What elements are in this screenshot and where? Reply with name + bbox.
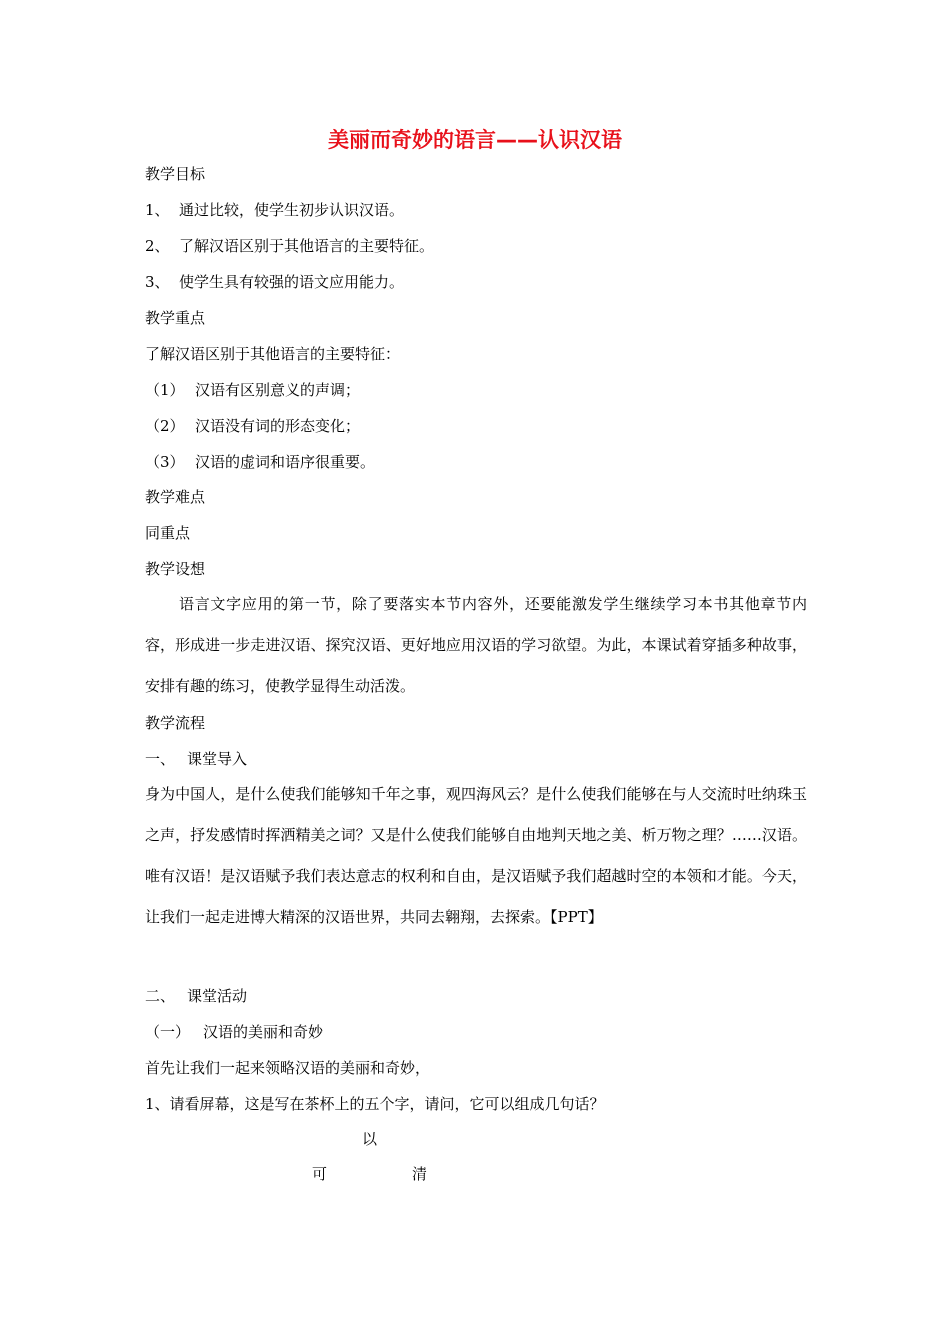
process-heading: 教学流程 (145, 714, 206, 732)
section-heading (145, 986, 247, 1006)
objective-number: 1、 (145, 201, 170, 219)
objective-item (145, 272, 404, 292)
design-heading: 教学设想 (145, 560, 206, 578)
key-point-text: 汉语有区别意义的声调； (195, 381, 361, 399)
section-number: 二、 (145, 987, 176, 1005)
design-paragraph: 语言文字应用的第一节，除了要落实本节内容外，还要能激发学生继续学习本书其他章节内容，形成进一步走进汉语、探究汉语、更好地应用汉语的学习欲望。为此，本课试着穿插多种故事，安排有趣的练习，使教学显得生动活泼。 (145, 595, 807, 695)
key-point-text: 汉语的虚词和语序很重要。 (195, 453, 376, 471)
objective-item (145, 200, 404, 220)
key-point-text: 汉语没有词的形态变化； (195, 417, 361, 435)
subsection-heading (145, 1022, 323, 1042)
objective-text: 通过比较，使学生初步认识汉语。 (179, 201, 405, 219)
key-point-item (145, 416, 360, 436)
key-point-number: （1） (145, 381, 185, 399)
section-title: 课堂活动 (187, 987, 248, 1005)
cup-character: 可 (312, 1165, 328, 1183)
question-text: 1、请看屏幕，这是写在茶杯上的五个字，请问，它可以组成几句话？ (145, 1095, 605, 1113)
difficulties-heading: 教学难点 (145, 488, 206, 506)
key-points-heading: 教学重点 (145, 309, 206, 327)
objective-text: 使学生具有较强的语文应用能力。 (179, 273, 405, 291)
section-title: 课堂导入 (187, 750, 248, 768)
key-point-number: （3） (145, 453, 185, 471)
objective-item (145, 236, 434, 256)
subsection-number: （一） (145, 1023, 191, 1041)
key-points-intro: 了解汉语区别于其他语言的主要特征： (145, 345, 401, 363)
key-point-item (145, 452, 375, 472)
section-heading (145, 749, 247, 769)
difficulties-text: 同重点 (145, 524, 191, 542)
section-number: 一、 (145, 750, 176, 768)
objectives-heading: 教学目标 (145, 165, 206, 183)
key-point-number: （2） (145, 417, 185, 435)
subsection-intro: 首先让我们一起来领略汉语的美丽和奇妙， (145, 1059, 431, 1077)
objective-number: 2、 (145, 237, 170, 255)
cup-character: 清 (412, 1165, 428, 1183)
intro-paragraph: 身为中国人，是什么使我们能够知千年之事，观四海风云？是什么使我们能够在与人交流时吐纳珠玉之声，抒发感情时挥洒精美之词？又是什么使我们能够自由地判天地之美、析万物之理？……汉语。唯有汉语！是汉语赋予我们表达意志的权利和自由，是汉语赋予我们超越时空的本领和才能。今天，让我们一起走进博大精深的汉语世界，共同去翱翔，去探索。【PPT】 (145, 785, 807, 926)
document-title: 美丽而奇妙的语言——认识汉语 (328, 128, 622, 152)
cup-character: 以 (362, 1130, 378, 1148)
objective-number: 3、 (145, 273, 170, 291)
subsection-title: 汉语的美丽和奇妙 (203, 1023, 324, 1041)
key-point-item (145, 380, 360, 400)
objective-text: 了解汉语区别于其他语言的主要特征。 (179, 237, 435, 255)
